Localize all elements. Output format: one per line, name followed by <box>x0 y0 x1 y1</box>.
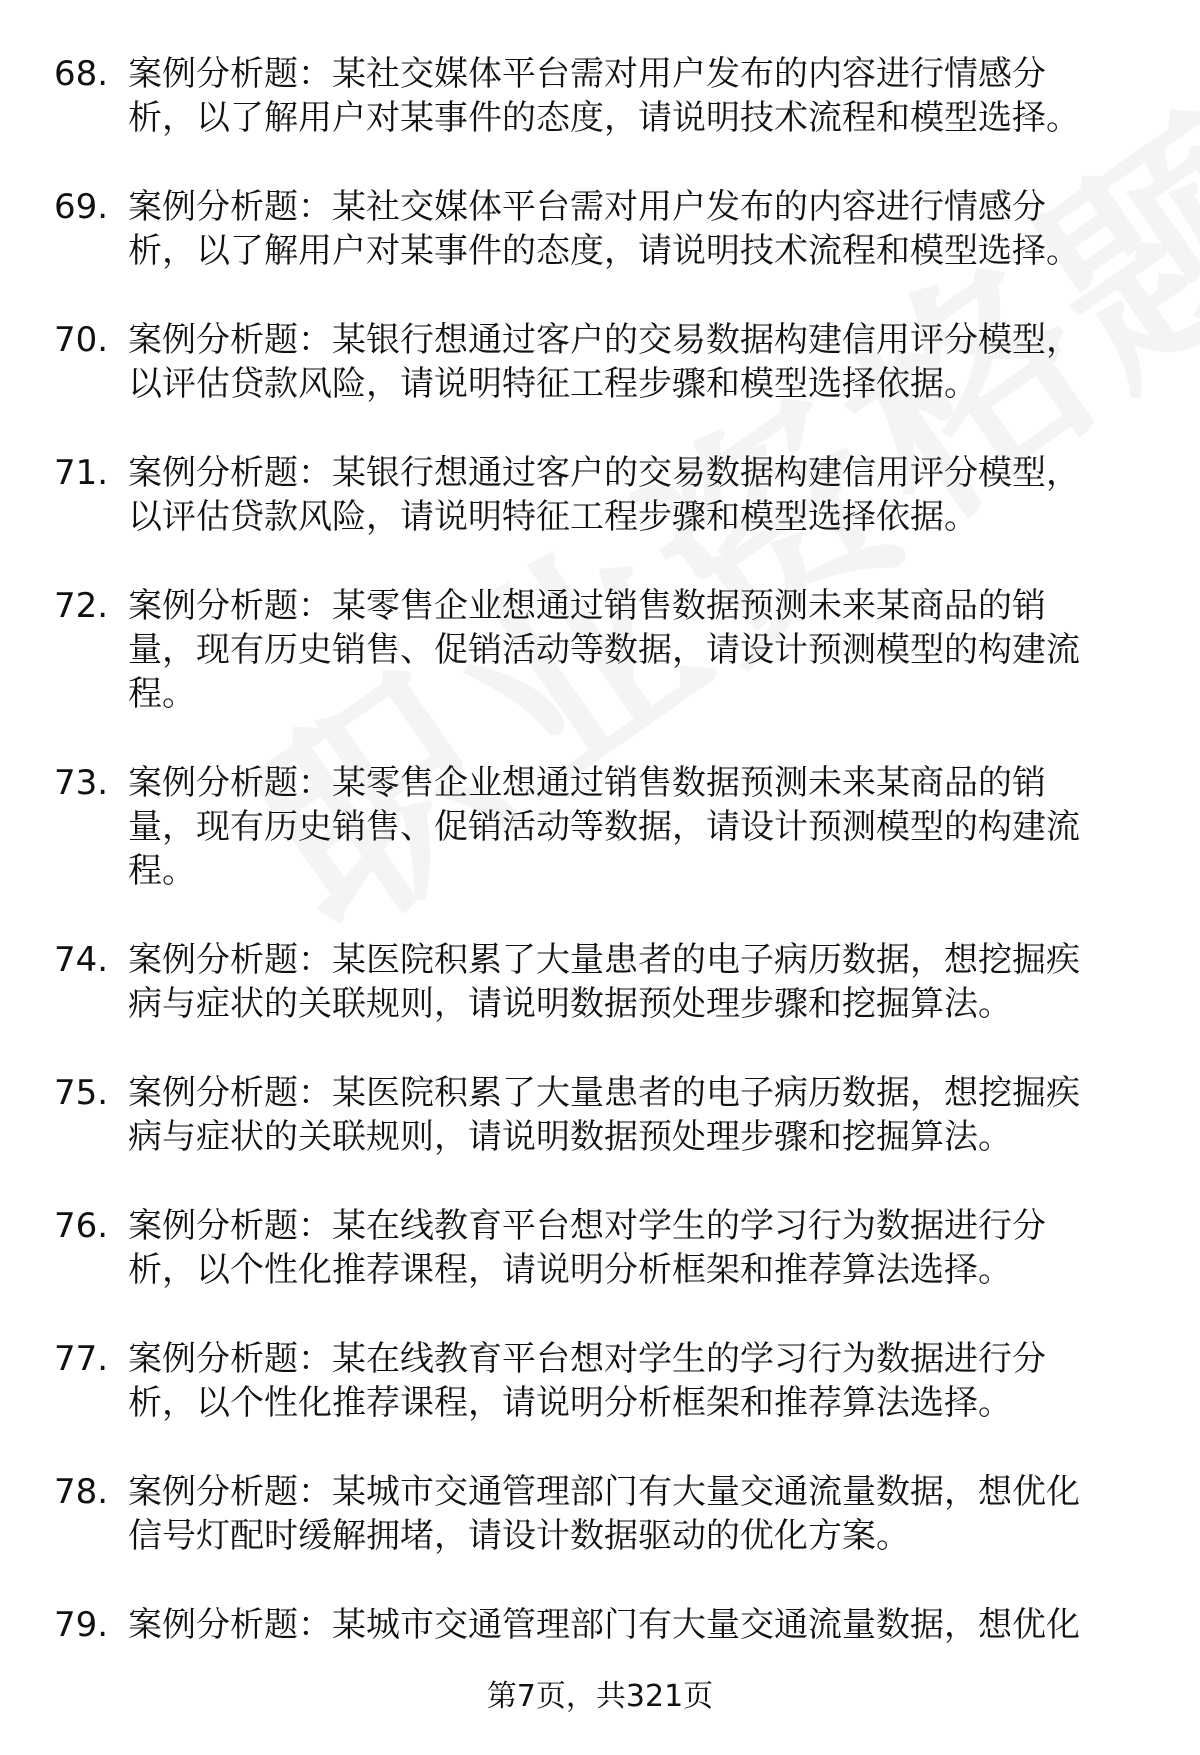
question-line: 析，以了解用户对某事件的态度，请说明技术流程和模型选择。 <box>128 98 1080 138</box>
question-number: 79. <box>54 1605 109 1645</box>
question-item <box>0 1337 1200 1470</box>
question-text <box>128 451 1168 539</box>
question-line: 病与症状的关联规则，请说明数据预处理步骤和挖掘算法。 <box>128 1117 1012 1157</box>
question-line: 案例分析题：某社交媒体平台需对用户发布的内容进行情感分 <box>128 54 1046 94</box>
question-item <box>0 451 1200 584</box>
question-item <box>0 318 1200 451</box>
question-text <box>128 1337 1168 1425</box>
page-footer: 第7页，共321页 <box>486 1679 714 1714</box>
question-list <box>0 52 1200 1736</box>
question-number: 68. <box>54 54 109 94</box>
question-line: 析，以了解用户对某事件的态度，请说明技术流程和模型选择。 <box>128 231 1080 271</box>
question-item <box>0 761 1200 938</box>
question-text <box>128 761 1168 893</box>
question-number: 69. <box>54 187 109 227</box>
question-text <box>128 185 1168 273</box>
question-text <box>128 1470 1168 1558</box>
question-item <box>0 52 1200 185</box>
question-line: 案例分析题：某在线教育平台想对学生的学习行为数据进行分 <box>128 1206 1046 1246</box>
question-text <box>128 1071 1168 1159</box>
question-line: 量，现有历史销售、促销活动等数据，请设计预测模型的构建流 <box>128 807 1080 847</box>
question-line: 案例分析题：某零售企业想通过销售数据预测未来某商品的销 <box>128 763 1046 803</box>
question-line: 案例分析题：某零售企业想通过销售数据预测未来某商品的销 <box>128 586 1046 626</box>
question-line: 量，现有历史销售、促销活动等数据，请设计预测模型的构建流 <box>128 630 1080 670</box>
question-line: 病与症状的关联规则，请说明数据预处理步骤和挖掘算法。 <box>128 984 1012 1024</box>
question-line: 案例分析题：某城市交通管理部门有大量交通流量数据，想优化 <box>128 1605 1080 1645</box>
question-line: 以评估贷款风险，请说明特征工程步骤和模型选择依据。 <box>128 364 978 404</box>
question-text <box>128 584 1168 716</box>
question-number: 78. <box>54 1472 109 1512</box>
question-number: 72. <box>54 586 109 626</box>
question-line: 案例分析题：某医院积累了大量患者的电子病历数据，想挖掘疾 <box>128 940 1080 980</box>
question-line: 案例分析题：某医院积累了大量患者的电子病历数据，想挖掘疾 <box>128 1073 1080 1113</box>
question-number: 76. <box>54 1206 109 1246</box>
question-line: 案例分析题：某社交媒体平台需对用户发布的内容进行情感分 <box>128 187 1046 227</box>
question-line: 案例分析题：某银行想通过客户的交易数据构建信用评分模型， <box>128 453 1080 493</box>
question-line: 析，以个性化推荐课程，请说明分析框架和推荐算法选择。 <box>128 1383 1012 1423</box>
question-line: 信号灯配时缓解拥堵，请设计数据驱动的优化方案。 <box>128 1516 910 1556</box>
question-line: 析，以个性化推荐课程，请说明分析框架和推荐算法选择。 <box>128 1250 1012 1290</box>
question-text <box>128 52 1168 140</box>
question-text <box>128 318 1168 406</box>
question-item <box>0 185 1200 318</box>
question-item <box>0 1204 1200 1337</box>
question-number: 73. <box>54 763 109 803</box>
question-line: 案例分析题：某城市交通管理部门有大量交通流量数据，想优化 <box>128 1472 1080 1512</box>
question-item <box>0 1071 1200 1204</box>
question-line: 程。 <box>128 674 196 714</box>
question-item <box>0 938 1200 1071</box>
question-number: 77. <box>54 1339 109 1379</box>
question-text <box>128 1204 1168 1292</box>
question-line: 程。 <box>128 851 196 891</box>
question-text <box>128 938 1168 1026</box>
question-line: 案例分析题：某在线教育平台想对学生的学习行为数据进行分 <box>128 1339 1046 1379</box>
question-number: 71. <box>54 453 109 493</box>
question-text <box>128 1603 1168 1647</box>
question-item <box>0 1470 1200 1603</box>
question-number: 70. <box>54 320 109 360</box>
question-item <box>0 584 1200 761</box>
question-line: 案例分析题：某银行想通过客户的交易数据构建信用评分模型， <box>128 320 1080 360</box>
question-line: 以评估贷款风险，请说明特征工程步骤和模型选择依据。 <box>128 497 978 537</box>
question-number: 74. <box>54 940 109 980</box>
question-number: 75. <box>54 1073 109 1113</box>
